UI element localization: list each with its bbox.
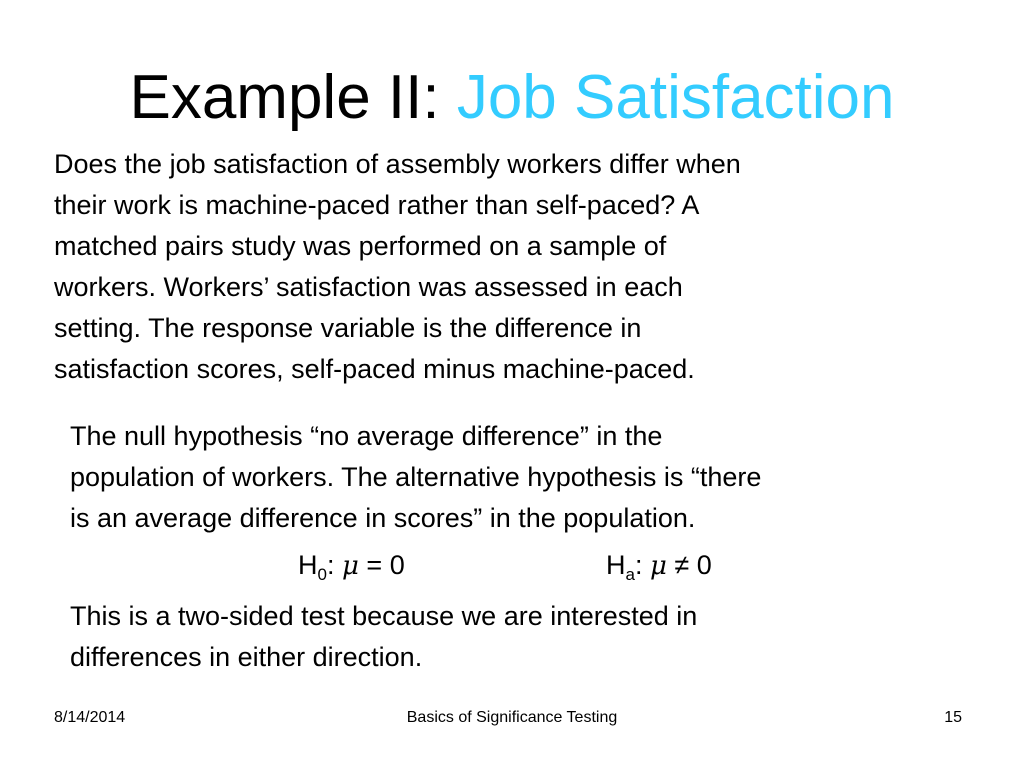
hypothesis-line: is an average difference in scores” in the population.: [70, 503, 696, 533]
intro-line: their work is machine-paced rather than self-paced? A: [54, 190, 700, 220]
alt-hypothesis-param: μ: [650, 551, 667, 581]
alt-hypothesis-colon: :: [634, 550, 643, 580]
intro-line: workers. Workers’ satisfaction was assessed in each: [54, 272, 683, 302]
conclusion-line: differences in either direction.: [70, 642, 423, 672]
conclusion-line: This is a two-sided test because we are interested in: [70, 601, 698, 631]
intro-line: satisfaction scores, self-paced minus machine-paced.: [54, 354, 695, 384]
slide-title-accent: Job Satisfaction: [456, 63, 895, 132]
intro-paragraph: [54, 144, 974, 390]
null-hypothesis-symbol: H: [298, 550, 318, 580]
slide-title-prefix: Example II:: [129, 63, 440, 132]
alt-hypothesis-symbol: H: [606, 550, 626, 580]
null-hypothesis-param: μ: [342, 551, 359, 581]
hypothesis-paragraph: [70, 416, 970, 539]
slide-title: [0, 60, 1024, 136]
null-hypothesis: [298, 545, 405, 586]
hypothesis-line: The null hypothesis “no average difference” in the: [70, 421, 663, 451]
intro-line: Does the job satisfaction of assembly workers differ when: [54, 149, 741, 179]
footer-date: 8/14/2014: [54, 709, 126, 726]
null-hypothesis-relation: = 0: [366, 550, 405, 580]
null-hypothesis-colon: :: [326, 550, 335, 580]
conclusion-paragraph: [70, 596, 970, 678]
alt-hypothesis-relation: ≠ 0: [674, 550, 712, 580]
alt-hypothesis-subscript: a: [625, 565, 635, 584]
footer-title: Basics of Significance Testing: [406, 709, 618, 726]
footer-page-number: 15: [944, 709, 962, 726]
alternative-hypothesis: [606, 545, 712, 586]
intro-line: setting. The response variable is the difference in: [54, 313, 642, 343]
hypothesis-line: population of workers. The alternative hypothesis is “there: [70, 462, 762, 492]
intro-line: matched pairs study was performed on a sample of: [54, 231, 667, 261]
null-hypothesis-subscript: 0: [317, 565, 327, 584]
